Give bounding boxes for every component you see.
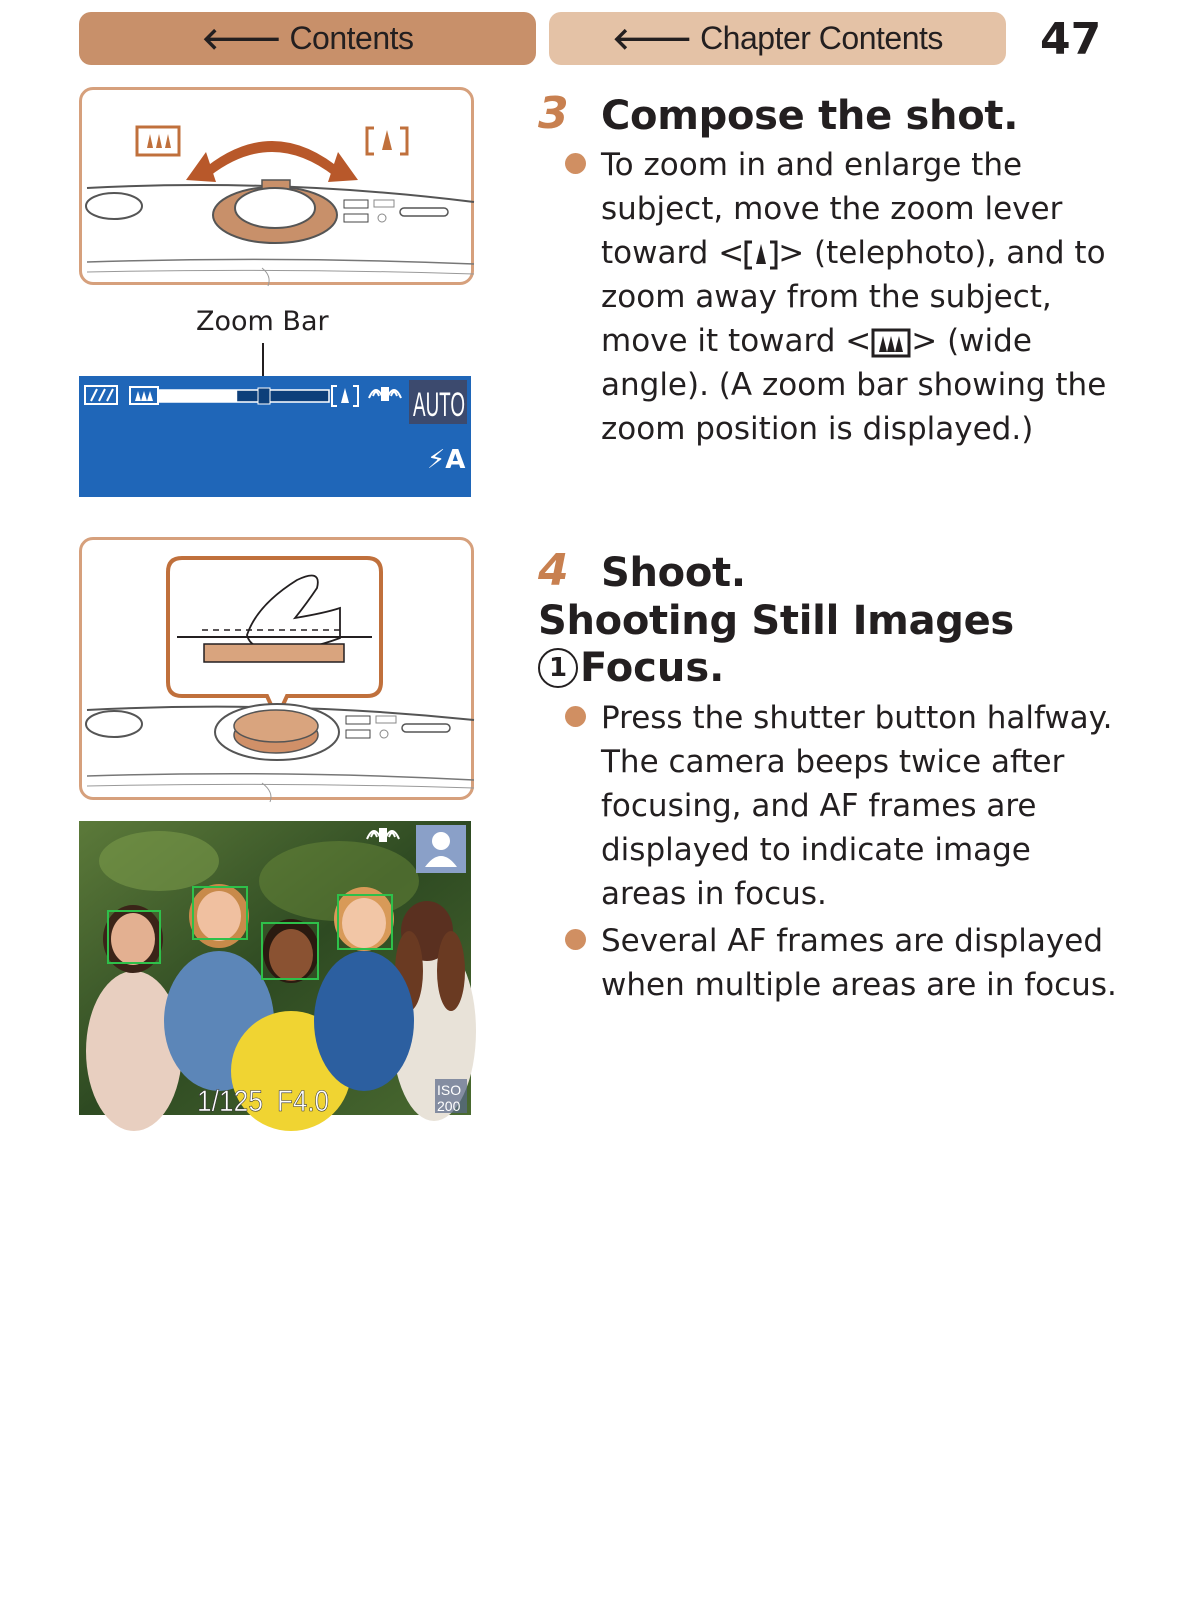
- zoom-lever-illustration: [79, 87, 474, 285]
- chapter-contents-button[interactable]: [549, 12, 1006, 65]
- wide-angle-icon: [871, 328, 911, 358]
- arrow-left-icon: 🡐: [612, 22, 693, 56]
- iso-label: ISO: [437, 1082, 462, 1098]
- bullet-icon: [565, 929, 586, 950]
- flash-auto-icon: ⚡A: [427, 445, 466, 475]
- battery-icon: [85, 386, 117, 404]
- face-detection-icon: [416, 825, 466, 873]
- step4-bullet-2: Several AF frames are displayed when multiple areas are in focus.: [601, 923, 1117, 1003]
- telephoto-icon: [367, 128, 407, 154]
- focus-title: Focus.: [580, 645, 725, 691]
- zoom-bar-fill: [159, 390, 237, 402]
- lcd-photo-screen: [79, 821, 471, 1118]
- shutter-speed: 1/125: [197, 1085, 263, 1118]
- step-title: Compose the shot.: [601, 93, 1019, 139]
- image-stabilizer-icon: [369, 387, 401, 401]
- step3-paragraph: To zoom in and enlarge the subject, move the zoom lever toward < > (telephoto), and to zoom away from the subject, move it toward < > (wide angle). (A zoom bar showing the zoom position is displayed.): [601, 147, 1107, 447]
- step-number: 3: [538, 88, 569, 139]
- contents-button[interactable]: [79, 12, 536, 65]
- section-subtitle: Shooting Still Images: [538, 598, 1014, 644]
- telephoto-icon: [332, 386, 358, 406]
- bullet-icon: [565, 153, 586, 174]
- chapter-contents-label: Chapter Contents: [700, 20, 943, 56]
- step4-bullet-1: Press the shutter button halfway. The camera beeps twice after focusing, and AF frames are displayed to indicate image areas in focus.: [601, 700, 1113, 912]
- step-number: 4: [538, 545, 569, 596]
- shutter-button-illustration: [79, 537, 474, 800]
- iso-value: 200: [437, 1098, 461, 1114]
- aperture: F4.0: [277, 1085, 329, 1118]
- contents-label: Contents: [289, 20, 414, 56]
- wide-angle-icon: [137, 127, 179, 155]
- step-title: Shoot.: [601, 550, 746, 596]
- wide-angle-icon: [130, 387, 158, 404]
- circled-number: 1: [538, 648, 578, 688]
- focus-heading: [538, 645, 724, 691]
- arrow-left-icon: 🡐: [201, 22, 282, 56]
- lcd-zoom-screen: [79, 376, 471, 497]
- page-number: 47: [1040, 14, 1102, 65]
- bullet-icon: [565, 706, 586, 727]
- lcd-mode-text: AUTO: [413, 386, 465, 424]
- zoom-bar-label: Zoom Bar: [196, 306, 329, 337]
- telephoto-icon: [744, 240, 778, 270]
